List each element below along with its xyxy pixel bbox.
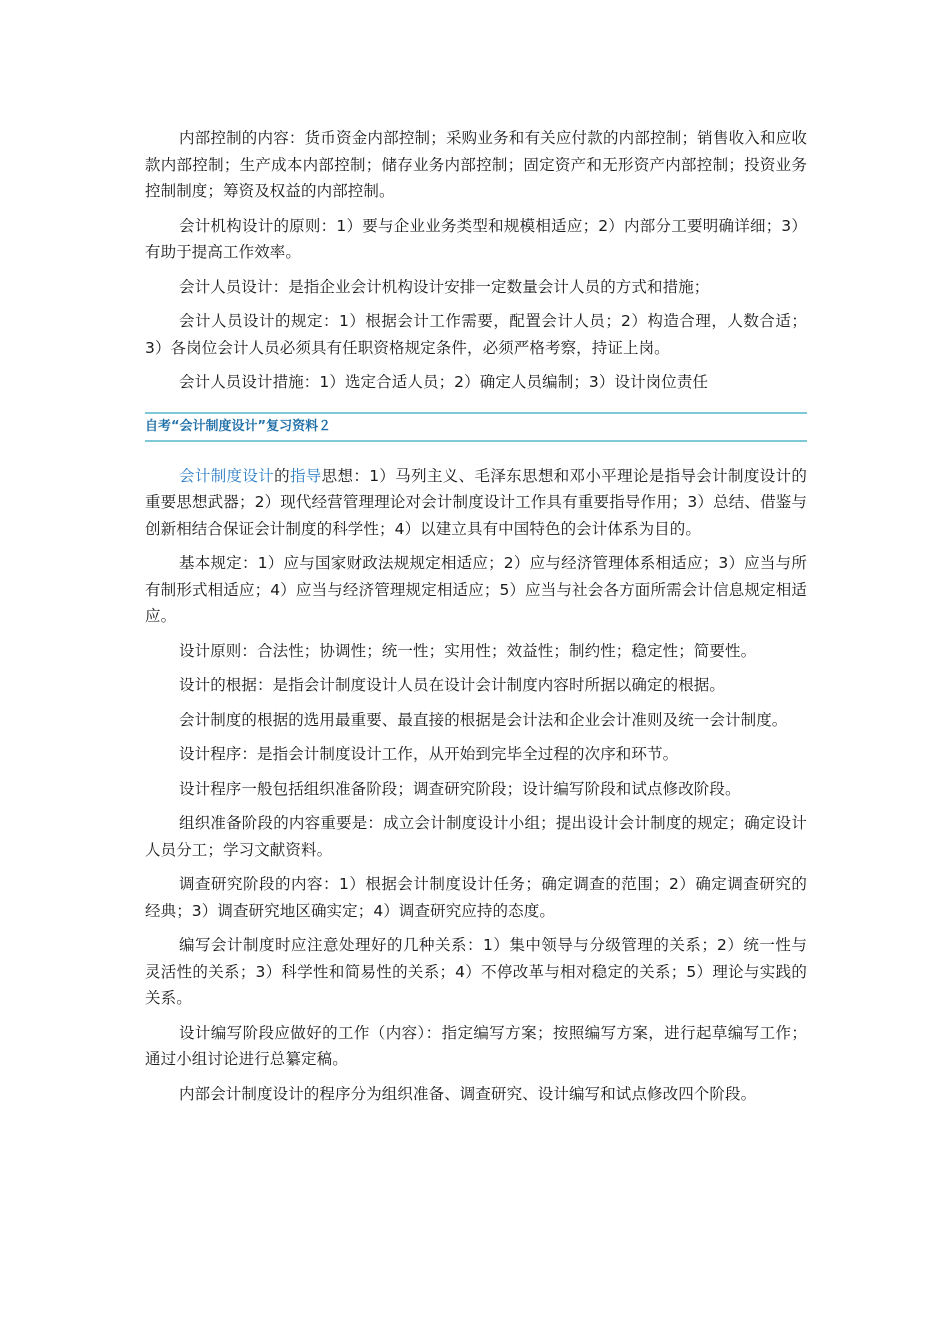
link-guidance[interactable]: 指导	[289, 466, 322, 485]
paragraph-accounting-org-principles: 会计机构设计的原则：1）要与企业业务类型和规模相适应；2）内部分工要明确详细；3）有助于提高工作效率。	[145, 216, 807, 261]
paragraph-design-procedure: 设计程序：是指会计制度设计工作，从开始到完毕全过程的次序和环节。	[179, 745, 679, 763]
paragraph-design-basis: 设计的根据：是指会计制度设计人员在设计会计制度内容时所据以确定的根据。	[179, 676, 726, 694]
paragraph-preparation-stage: 组织准备阶段的内容重要是：成立会计制度设计小组；提出设计会计制度的规定；确定设计人员分工；学习文献资料。	[145, 814, 807, 859]
document-page	[145, 125, 807, 1115]
paragraph-accounting-staff-design: 会计人员设计：是指企业会计机构设计安排一定数量会计人员的方式和措施；	[179, 277, 710, 296]
paragraph-design-principles: 设计原则：合法性；协调性；统一性；实用性；效益性；制约性；稳定性；简要性。	[179, 641, 757, 660]
paragraph-procedure-stages: 设计程序一般包括组织准备阶段；调查研究阶段；设计编写阶段和试点修改阶段。	[179, 779, 741, 798]
paragraph-accounting-staff-rules: 会计人员设计的规定：1）根据会计工作需要，配置会计人员；2）构造合理，人数合适；3）各岗位会计人员必须具有任职资格规定条件，必须严格考察，持证上岗。	[145, 312, 807, 357]
paragraph-basic-rules: 基本规定：1）应与国家财政法规规定相适应；2）应与经济管理体系相适应；3）应当与所有制形式相适应；4）应当与经济管理规定相适应；5）应当与社会各方面所需会计信息规定相适应。	[145, 554, 807, 625]
section-heading: 自考“会计制度设计”复习资料２	[145, 412, 807, 442]
paragraph-relationships: 编写会计制度时应注意处理好的几种关系：1）集中领导与分级管理的关系；2）统一性与灵活性的关系；3）科学性和简易性的关系；4）不停改革与相对稳定的关系；5）理论与实践的关系。	[145, 936, 807, 1007]
paragraph-basis-selection: 会计制度的根据的选用最重要、最直接的根据是会计法和企业会计准则及统一会计制度。	[179, 710, 788, 729]
paragraph-guiding-thought	[145, 463, 807, 543]
link-accounting-system-design[interactable]: 会计制度设计	[179, 466, 275, 485]
paragraph-writing-stage: 设计编写阶段应做好的工作（内容）：指定编写方案；按照编写方案，进行起草编写工作；通过小组讨论进行总纂定稿。	[145, 1023, 807, 1068]
paragraph-internal-control: 内部控制的内容：货币资金内部控制；采购业务和有关应付款的内部控制；销售收入和应收款内部控制；生产成本内部控制；储存业务内部控制；固定资产和无形资产内部控制；投资业务控制制度；筹资及权益的内部控制。	[145, 129, 807, 200]
paragraph-rest-text: 思想：1）马列主义、毛泽东思想和邓小平理论是指导会计制度设计的重要思想武器；2）现代经营管理理论对会计制度设计工作具有重要指导作用；3）总结、借鉴与创新相结合保证会计制度的科学性；4）以建立具有中国特色的会计体系为目的。	[145, 466, 808, 538]
paragraph-research-stage: 调查研究阶段的内容：1）根据会计制度设计任务；确定调查的范围；2）确定调查研究的经典；3）调查研究地区确实定；4）调查研究应持的态度。	[145, 875, 807, 920]
connector-text: 的	[274, 466, 290, 485]
paragraph-internal-procedure: 内部会计制度设计的程序分为组织准备、调查研究、设计编写和试点修改四个阶段。	[179, 1084, 757, 1103]
paragraph-accounting-staff-measures: 会计人员设计措施：1）选定合适人员；2）确定人员编制；3）设计岗位责任	[179, 373, 709, 391]
